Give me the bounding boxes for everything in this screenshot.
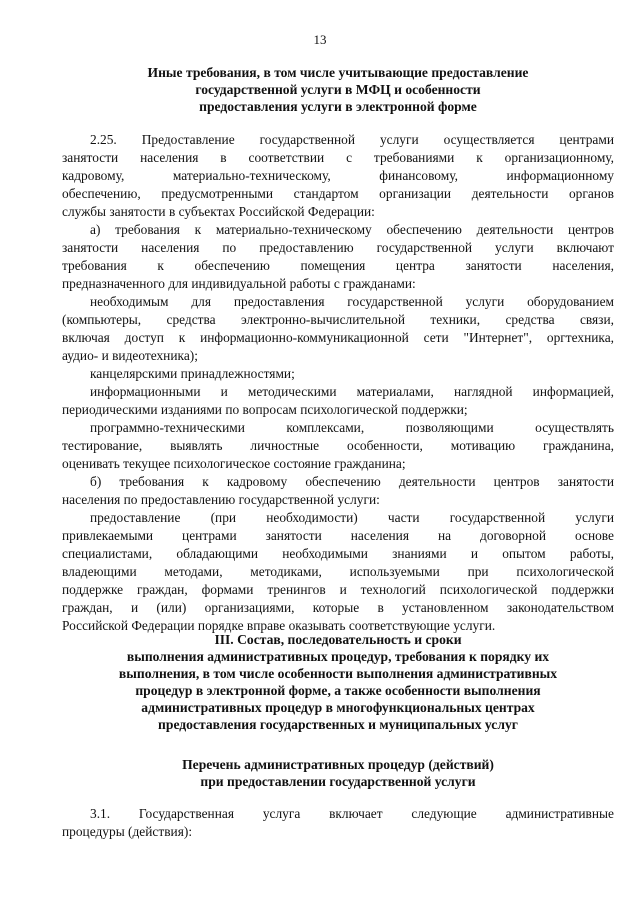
heading-line: III. Состав, последовательность и сроки <box>214 632 462 647</box>
text-line: процедуры (действия): <box>62 824 193 839</box>
text-line: обеспечению, предусмотренными стандартом организации деятельности органов <box>62 186 614 201</box>
text-line: поддержке граждан, формами тренингов и технологий психологической поддержки <box>62 582 614 597</box>
text-line: предназначенного для индивидуальной работы с гражданами: <box>62 276 416 291</box>
text-line: программно-техническими комплексами, позволяющими осуществлять <box>90 420 614 435</box>
text-line: аудио- и видеотехника); <box>62 348 198 363</box>
text-line: необходимым для предоставления государственной услуги оборудованием <box>90 294 614 309</box>
page-number: 13 <box>313 32 327 47</box>
text-line: тестирование, выявлять личностные особенности, мотивацию гражданина, <box>62 438 614 453</box>
section-heading-requirements <box>62 64 614 115</box>
text-line: привлекаемыми центрами занятости населения на договорной основе <box>62 528 614 543</box>
heading-line: процедур в электронной форме, а также особенности выполнения <box>135 683 541 698</box>
heading-line: выполнения административных процедур, требования к порядку их <box>126 649 550 664</box>
final-paragraph <box>62 805 614 841</box>
text-line: б) требования к кадровому обеспечению деятельности центров занятости <box>90 474 614 489</box>
subsection-heading-procedures <box>62 756 614 790</box>
text-line: требования к обеспечению помещения центра занятости населения, <box>62 258 614 273</box>
text-line: 2.25. Предоставление государственной услуги осуществляется центрами <box>90 132 614 147</box>
text-line: а) требования к материально-техническому обеспечению деятельности центров <box>90 222 614 237</box>
heading-line: Иные требования, в том числе учитывающие предоставление <box>147 65 529 80</box>
heading-line: выполнения, в том числе особенности выполнения административных <box>118 666 558 681</box>
text-line: специалистами, обладающими необходимыми знаниями и опытом работы, <box>62 546 614 561</box>
text-line: оценивать текущее психологическое состояние гражданина; <box>62 456 406 471</box>
text-line: кадровому, материально-техническому, финансовому, информационному <box>62 168 614 183</box>
text-line: предоставление (при необходимости) части государственной услуги <box>90 510 614 525</box>
text-line: службы занятости в субъектах Российской Федерации: <box>62 204 375 219</box>
text-line: информационными и методическими материалами, наглядной информацией, <box>90 384 614 399</box>
heading-line: предоставления услуги в электронной форме <box>199 99 477 114</box>
text-line: населения по предоставлению государственной услуги: <box>62 492 380 507</box>
text-line: включая доступ к информационно-коммуникационной сети "Интернет", оргтехника, <box>62 330 614 345</box>
text-line: владеющими методами, методиками, используемыми при психологической <box>62 564 614 579</box>
body-text <box>62 131 614 635</box>
text-line: занятости населения в соответствии с требованиями к организационному, <box>62 150 614 165</box>
heading-line: административных процедур в многофункциональных центрах <box>141 700 535 715</box>
text-line: периодическими изданиями по вопросам психологической поддержки; <box>62 402 468 417</box>
text-line: Российской Федерации порядке вправе оказывать соответствующие услуги. <box>62 618 496 633</box>
text-line: граждан, и (или) организациями, которые в установленном законодательством <box>62 600 614 615</box>
heading-line: при предоставлении государственной услуги <box>200 774 476 789</box>
heading-line: государственной услуги в МФЦ и особенности <box>195 82 481 97</box>
chapter-heading-iii <box>62 631 614 733</box>
text-line: канцелярскими принадлежностями; <box>90 366 295 381</box>
heading-line: Перечень административных процедур (действий) <box>182 757 494 772</box>
text-line: (компьютеры, средства электронно-вычислительной техники, средства связи, <box>62 312 614 327</box>
text-line: занятости населения по предоставлению государственной услуги включают <box>62 240 614 255</box>
text-line: 3.1. Государственная услуга включает следующие административные <box>90 806 614 821</box>
heading-line: предоставления государственных и муниципальных услуг <box>158 717 518 732</box>
